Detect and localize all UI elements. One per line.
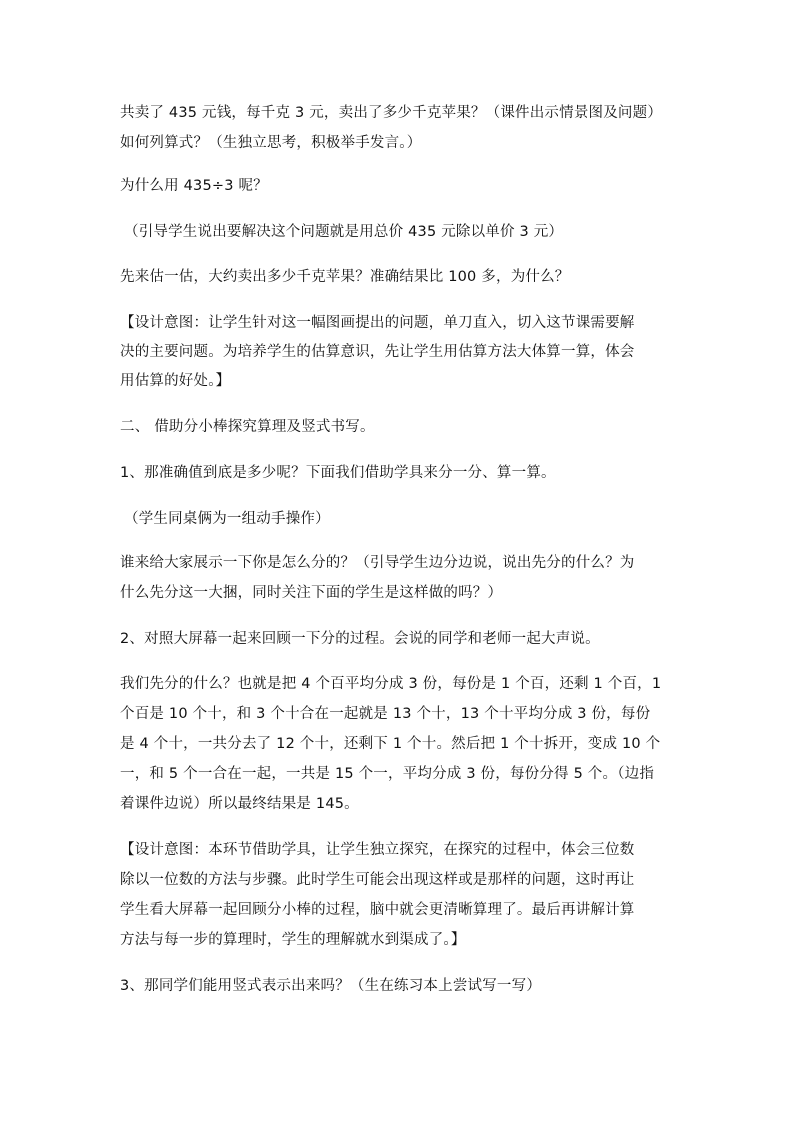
text-line: 一，和 5 个一合在一起，一共是 15 个一，平均分成 3 份，每份分得 5 个。（边指 xyxy=(120,766,655,782)
text-line: 为什么用 435÷3 呢？ xyxy=(120,178,268,194)
text-line: 决的主要问题。为培养学生的估算意识，先让学生用估算方法大体算一算，体会 xyxy=(120,344,635,360)
text-line: 我们先分的什么？也就是把 4 个百平均分成 3 份，每份是 1 个百，还剩 1 个百，1 xyxy=(120,676,662,692)
text-line: 共卖了 435 元钱，每千克 3 元，卖出了多少千克苹果？（课件出示情景图及问题） xyxy=(120,105,663,121)
text-line: 学生看大屏幕一起回顾分小棒的过程，脑中就会更清晰算理了。最后再讲解计算 xyxy=(120,902,635,918)
text-line: 谁来给大家展示一下你是怎么分的？（引导学生边分边说，说出先分的什么？为 xyxy=(120,555,635,571)
text-line: 除以一位数的方法与步骤。此时学生可能会出现这样或是那样的问题，这时再让 xyxy=(120,872,635,888)
text-line: （学生同桌俩为一组动手操作） xyxy=(124,511,330,527)
text-line: 用估算的好处。】 xyxy=(120,373,231,389)
text-line: 如何列算式？（生独立思考，积极举手发言。） xyxy=(120,135,422,151)
text-line: （引导学生说出要解决这个问题就是用总价 435 元除以单价 3 元） xyxy=(124,224,564,240)
text-line: 个百是 10 个十，和 3 个十合在一起就是 13 个十，13 个十平均分成 3 份，每份 xyxy=(120,706,651,722)
text-line: 1、那准确值到底是多少呢？下面我们借助学具来分一分、算一算。 xyxy=(120,465,556,481)
text-line: 着课件边说）所以最终结果是 145。 xyxy=(120,796,359,812)
text-line: 方法与每一步的算理时，学生的理解就水到渠成了。】 xyxy=(120,932,466,948)
text-line: 2、对照大屏幕一起来回顾一下分的过程。会说的同学和老师一起大声说。 xyxy=(120,631,600,647)
text-line: 【设计意图：让学生针对这一幅图画提出的问题，单刀直入，切入这节课需要解 xyxy=(120,315,635,331)
section-heading: 二、 借助分小棒探究算理及竖式书写。 xyxy=(120,419,375,435)
text-line: 【设计意图：本环节借助学具，让学生独立探究，在探究的过程中，体会三位数 xyxy=(120,842,635,858)
text-line: 先来估一估，大约卖出多少千克苹果？准确结果比 100 多，为什么？ xyxy=(120,269,570,285)
text-line: 什么先分这一大捆，同时关注下面的学生是这样做的吗？） xyxy=(120,585,503,601)
text-line: 3、那同学们能用竖式表示出来吗？（生在练习本上尝试写一写） xyxy=(120,978,542,994)
text-line: 是 4 个十，一共分去了 12 个十，还剩下 1 个十。然后把 1 个十拆开，变成 10 个 xyxy=(120,736,661,752)
